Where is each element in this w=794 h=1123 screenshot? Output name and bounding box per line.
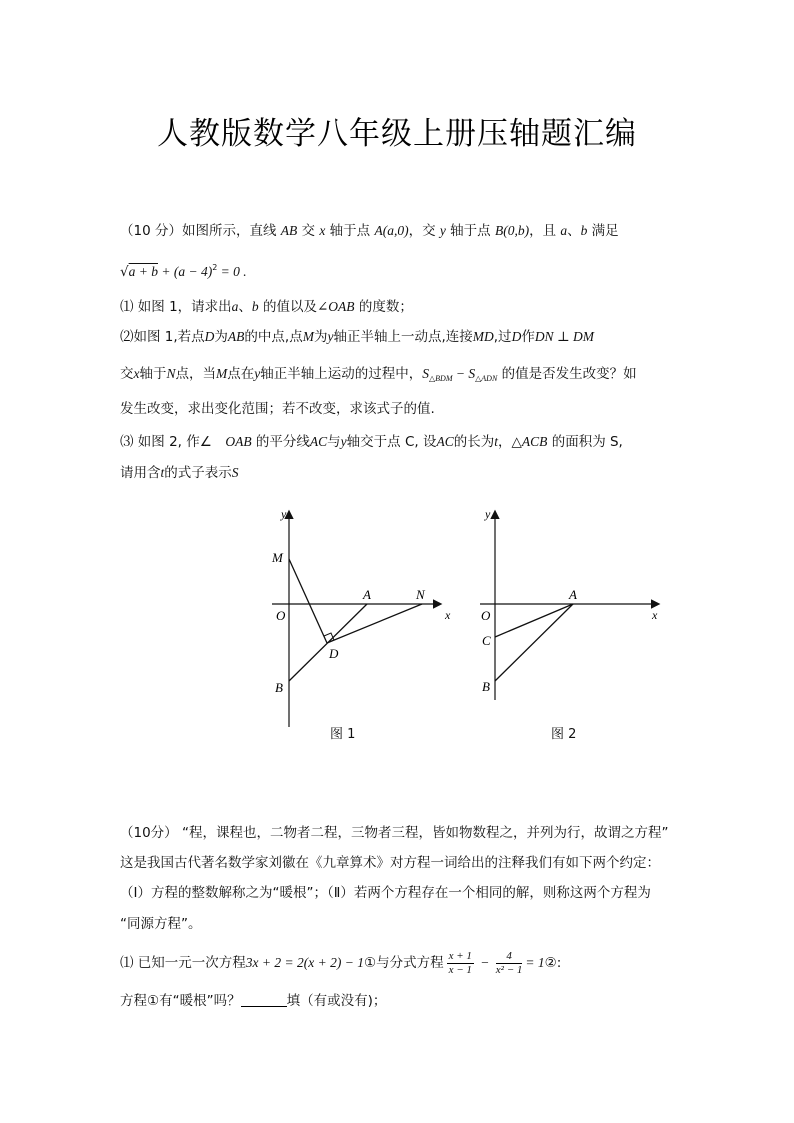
- fig2-label-A: A: [569, 587, 577, 602]
- q2-line-3: （Ⅰ）方程的整数解称之为“暖根”；（Ⅱ）若两个方程存在一个相同的解，则称这两个方程为: [120, 885, 651, 901]
- fig1-label-B: B: [275, 680, 283, 695]
- q2-part-1-line-2: 方程①有“暖根”吗？ 填（有或没有)；: [120, 993, 387, 1009]
- q1-part-3-line-1: ⑶ 如图 2, 作∠ OAB 的平分线AC与y轴交于点 C, 设AC的长为t，△ACB 的面积为 S,: [120, 434, 623, 450]
- fig1-label-N: N: [416, 587, 425, 602]
- q1-part-1: ⑴ 如图 1，请求出a、b 的值以及∠OAB 的度数；: [120, 299, 413, 315]
- q2-part-1-line-1: ⑴ 已知一元一次方程3x + 2 = 2(x + 2) − 1①与分式方程 $\frac{x + 1}{x - 1}$ − $\frac{4}{\text{x² − 1}}$ = 1②:: [120, 949, 562, 976]
- q2-line-2: 这是我国古代著名数学家刘徽在《九章算术》对方程一词给出的注释我们有如下两个约定：: [120, 855, 660, 871]
- fig1-label-D: D: [329, 646, 339, 661]
- figure-2-caption: 图 2: [551, 727, 577, 742]
- fig2-label-O: O: [481, 608, 491, 623]
- fig2-label-y: y: [485, 507, 491, 521]
- fig2-label-x: x: [652, 608, 658, 622]
- fig2-line-CA: [495, 604, 573, 637]
- q1-part-3-line-2: 请用含t的式子表示S: [120, 465, 239, 481]
- q2-line-4: “同源方程”。: [120, 916, 202, 932]
- fig2-label-C: C: [482, 633, 491, 648]
- q1-part-2-line-2: 交x轴于N点，当M点在y轴正半轴上运动的过程中，$S_{\triangle BDM} - S_{\triangle ADN}$ 的值是否发生改变？如: [120, 366, 637, 383]
- figure-1-caption: 图 1: [330, 727, 356, 742]
- q1-part-2-line-3: 发生改变，求出变化范围；若不改变，求该式子的值.: [120, 401, 435, 417]
- page-title: 人教版数学八年级上册压轴题汇编: [157, 116, 637, 152]
- fig1-label-A: A: [363, 587, 371, 602]
- q1-part-2-line-1: ⑵如图 1,若点D为AB的中点,点M为y轴正半轴上一动点,连接MD,过D作DN ⊥ DM: [120, 329, 595, 345]
- fig1-line-DN: [327, 604, 422, 643]
- fig1-label-x: x: [445, 608, 451, 622]
- q2-line-1: （10分） “程，课程也，二物者二程，三物者三程，皆如物数程之，并列为行，故谓之方程”: [120, 825, 669, 841]
- fig1-label-y: y: [281, 507, 287, 521]
- fig1-label-O: O: [276, 608, 286, 623]
- q1-condition: $√a + b + (a - 4)^2 = 0$ .: [120, 263, 247, 280]
- fig2-line-BA: [495, 604, 573, 681]
- answer-blank[interactable]: [241, 992, 287, 1007]
- fig1-line-MD: [289, 559, 327, 643]
- fig2-label-B: B: [482, 679, 490, 694]
- fig1-label-M: M: [272, 550, 283, 565]
- q1-line-1: （10 分）如图所示，直线 AB 交 x 轴于点 A(a,0)，交 y 轴于点 B(0,b)，且 a、b 满足: [120, 223, 619, 239]
